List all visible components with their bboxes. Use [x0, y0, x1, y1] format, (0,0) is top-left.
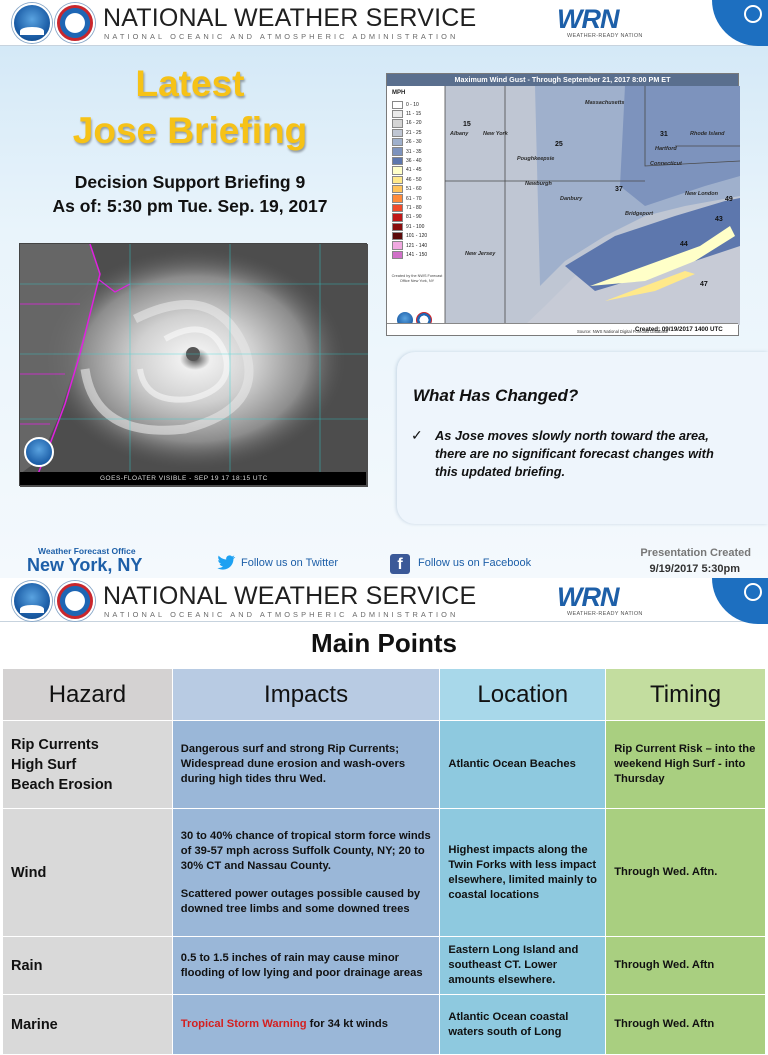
- slide-footer: [0, 538, 768, 578]
- satellite-caption: GOES-FLOATER VISIBLE - SEP 19 17 18:15 UTC: [20, 472, 366, 485]
- dept-commerce-icon: [744, 583, 762, 601]
- agency-subtitle: NATIONAL OCEANIC AND ATMOSPHERIC ADMINISTRATION: [104, 610, 459, 619]
- legend-row: [389, 213, 445, 222]
- subtitle-line-1: Decision Support Briefing 9: [74, 172, 306, 192]
- map-place-label: New Jersey: [465, 251, 496, 257]
- wrn-logo-text: WRN: [557, 582, 619, 612]
- location-cell: Atlantic Ocean Beaches: [440, 721, 606, 809]
- legend-swatch: [392, 251, 403, 259]
- legend-label: 41 - 45: [406, 167, 422, 174]
- main-points-table: [2, 668, 766, 1055]
- legend-swatch: [392, 223, 403, 231]
- agency-subtitle: NATIONAL OCEANIC AND ATMOSPHERIC ADMINISTRATION: [104, 32, 459, 41]
- legend-label: 51 - 60: [406, 186, 422, 193]
- map-value-label: 47: [700, 281, 708, 288]
- legend-swatch: [392, 232, 403, 240]
- location-cell: Highest impacts along the Twin Forks with less impact elsewhere, limited mainly to coastal locations: [440, 809, 606, 937]
- hazard-cell: [3, 721, 173, 809]
- impacts-text: 30 to 40% chance of tropical storm force winds of 39-57 mph across Suffolk County, NY; 20 to 30% CT and Nassau County.: [180, 829, 431, 872]
- legend-label: 141 - 150: [406, 251, 428, 258]
- impacts-cell: [172, 995, 440, 1055]
- location-cell: Atlantic Ocean coastal waters south of Long: [440, 995, 606, 1055]
- map-place-label: Poughkeepsie: [517, 156, 555, 162]
- wrn-tagline: WEATHER-READY NATION: [567, 611, 643, 617]
- legend-row: [389, 203, 445, 212]
- timing-cell: Rip Current Risk – into the weekend High Surf - into Thursday: [606, 721, 766, 809]
- twitter-icon[interactable]: [216, 555, 236, 571]
- impacts-cell: Dangerous surf and strong Rip Currents; Widespread dune erosion and wash-overs during high tides thru Wed.: [172, 721, 440, 809]
- legend-swatch: [392, 157, 403, 165]
- legend-label: 11 - 15: [406, 111, 422, 118]
- timing-cell: Through Wed. Aftn: [606, 937, 766, 995]
- legend-row: [389, 156, 445, 165]
- hazard-name: High Surf: [11, 756, 77, 773]
- legend-row: [389, 147, 445, 156]
- legend-row: [389, 128, 445, 137]
- legend-label: 46 - 50: [406, 176, 422, 183]
- col-header-hazard: Hazard: [3, 669, 173, 721]
- table-row: [3, 937, 766, 995]
- wfo-city: New York, NY: [27, 555, 143, 575]
- briefing-title: [40, 60, 340, 154]
- hazard-name: Marine: [11, 1016, 58, 1033]
- wind-map-title: Maximum Wind Gust - Through September 21, 2017 8:00 PM ET: [387, 74, 738, 86]
- map-value-label: 37: [615, 186, 623, 193]
- wrn-tagline: WEATHER-READY NATION: [567, 33, 643, 39]
- map-value-label: 15: [463, 121, 471, 128]
- impacts-text: for 34 kt winds: [309, 1018, 388, 1030]
- legend-row: [389, 166, 445, 175]
- legend-row: [389, 194, 445, 203]
- map-place-label: New York: [483, 131, 508, 137]
- col-header-location: Location: [440, 669, 606, 721]
- hazard-name: Beach Erosion: [11, 776, 113, 793]
- legend-label: 31 - 35: [406, 148, 422, 155]
- wind-map-footer: [387, 323, 738, 335]
- legend-label: 21 - 25: [406, 129, 422, 136]
- presentation-label: Presentation Created: [640, 547, 751, 559]
- wrn-logo: [557, 583, 649, 621]
- impacts-cell: 0.5 to 1.5 inches of rain may cause minor flooding of low lying and poor drainage areas: [172, 937, 440, 995]
- table-header-row: [3, 669, 766, 721]
- legend-label: 0 - 10: [406, 101, 419, 108]
- hazard-name: Rain: [11, 957, 43, 974]
- legend-swatch: [392, 166, 403, 174]
- main-points-slide: [0, 578, 768, 1038]
- legend-label: 16 - 20: [406, 120, 422, 127]
- wfo-label: Weather Forecast Office: [38, 546, 136, 556]
- title-line-2: Jose Briefing: [72, 110, 308, 151]
- legend-row: [389, 222, 445, 231]
- legend-rows: [389, 100, 445, 260]
- map-place-label: Danbury: [560, 196, 583, 202]
- legend-swatch: [392, 176, 403, 184]
- legend-swatch: [392, 213, 403, 221]
- dept-commerce-icon: [744, 5, 762, 23]
- legend-swatch: [392, 194, 403, 202]
- col-header-timing: Timing: [606, 669, 766, 721]
- legend-swatch: [392, 147, 403, 155]
- legend-label: 71 - 80: [406, 204, 422, 211]
- legend-swatch: [392, 119, 403, 127]
- legend-row: [389, 185, 445, 194]
- warning-text: Tropical Storm Warning: [180, 1018, 307, 1030]
- header-corner: [712, 578, 768, 624]
- what-changed-panel: [397, 352, 768, 524]
- facebook-icon[interactable]: f: [390, 554, 410, 574]
- header-corner: [712, 0, 768, 46]
- legend-row: [389, 231, 445, 240]
- map-source: Source: NWS National Digital Forecast Database: [577, 329, 669, 334]
- legend-row: [389, 241, 445, 250]
- impacts-text: Scattered power outages possible caused by downed tree limbs and some downed trees: [180, 887, 421, 915]
- legend-row: [389, 109, 445, 118]
- legend-unit: MPH: [392, 90, 406, 96]
- legend-label: 81 - 90: [406, 214, 422, 221]
- what-changed-title: What Has Changed?: [413, 386, 579, 405]
- legend-swatch: [392, 110, 403, 118]
- map-place-label: Albany: [450, 131, 469, 137]
- legend-row: [389, 175, 445, 184]
- map-place-label: Massachusetts: [585, 100, 625, 106]
- twitter-link[interactable]: Follow us on Twitter: [241, 557, 339, 569]
- legend-swatch: [392, 204, 403, 212]
- map-value-label: 43: [715, 216, 723, 223]
- legend-swatch: [392, 129, 403, 137]
- subtitle-line-2: As of: 5:30 pm Tue. Sep. 19, 2017: [52, 196, 328, 216]
- legend-swatch: [392, 241, 403, 249]
- wrn-logo-text: WRN: [557, 4, 619, 34]
- timing-cell: Through Wed. Aftn.: [606, 809, 766, 937]
- legend-row: [389, 100, 445, 109]
- legend-label: 101 - 120: [406, 233, 428, 240]
- hazard-cell: [3, 809, 173, 937]
- wind-map-graphic: [445, 86, 740, 325]
- map-value-label: 49: [725, 196, 733, 203]
- hazard-cell: [3, 937, 173, 995]
- noaa-logo-icon: [12, 3, 52, 43]
- map-place-label: Connecticut: [650, 161, 682, 167]
- impacts-cell: [172, 809, 440, 937]
- nws-header: [0, 578, 768, 622]
- satellite-graphic: [20, 244, 368, 487]
- satellite-image: [19, 243, 367, 486]
- table-row: [3, 721, 766, 809]
- map-place-label: Hartford: [655, 146, 677, 152]
- map-created: Created: 09/19/2017 1400 UTC: [635, 326, 723, 333]
- wind-legend: [389, 88, 445, 328]
- wind-map-area: [445, 86, 740, 325]
- legend-swatch: [392, 185, 403, 193]
- map-value-label: 31: [660, 131, 668, 138]
- legend-label: 26 - 30: [406, 139, 422, 146]
- map-place-label: Bridgeport: [625, 211, 654, 217]
- legend-swatch: [392, 138, 403, 146]
- map-value-label: 44: [680, 241, 688, 248]
- legend-row: [389, 138, 445, 147]
- noaa-watermark-icon: [24, 437, 54, 467]
- agency-title: NATIONAL WEATHER SERVICE: [103, 4, 477, 32]
- legend-row: [389, 119, 445, 128]
- nws-logo-icon: [55, 3, 95, 43]
- wrn-logo: [557, 5, 649, 43]
- nws-header: [0, 0, 768, 46]
- hazard-name: Rip Currents: [11, 736, 99, 753]
- table-row: [3, 809, 766, 937]
- check-icon: ✓: [411, 427, 423, 443]
- nws-logo-icon: [55, 581, 95, 621]
- table-row: [3, 995, 766, 1055]
- legend-row: [389, 250, 445, 259]
- timing-cell: Through Wed. Aftn: [606, 995, 766, 1055]
- legend-label: 61 - 70: [406, 195, 422, 202]
- main-points-title: Main Points: [311, 628, 457, 658]
- facebook-link[interactable]: Follow us on Facebook: [418, 557, 532, 569]
- map-place-label: Newburgh: [525, 181, 552, 187]
- what-changed-text: As Jose moves slowly north toward the area, there are no significant forecast changes with this updated briefing.: [435, 428, 714, 479]
- map-place-label: Rhode Island: [690, 131, 725, 137]
- legend-label: 121 - 140: [406, 242, 428, 249]
- presentation-date: 9/19/2017 5:30pm: [649, 563, 740, 575]
- briefing-subtitle: [20, 170, 360, 218]
- wind-gust-map: [386, 73, 739, 336]
- col-header-impacts: Impacts: [172, 669, 440, 721]
- hazard-cell: [3, 995, 173, 1055]
- legend-label: 91 - 100: [406, 223, 425, 230]
- map-value-label: 25: [555, 141, 563, 148]
- hazard-name: Wind: [11, 864, 47, 881]
- noaa-logo-icon: [12, 581, 52, 621]
- agency-title: NATIONAL WEATHER SERVICE: [103, 582, 477, 610]
- location-cell: Eastern Long Island and southeast CT. Lower amounts elsewhere.: [440, 937, 606, 995]
- map-place-label: New London: [685, 191, 718, 197]
- legend-credit: Created by the NWS Forecast Office New York, NY: [391, 273, 443, 283]
- legend-swatch: [392, 101, 403, 109]
- legend-label: 36 - 40: [406, 158, 422, 165]
- title-line-1: Latest: [135, 63, 245, 104]
